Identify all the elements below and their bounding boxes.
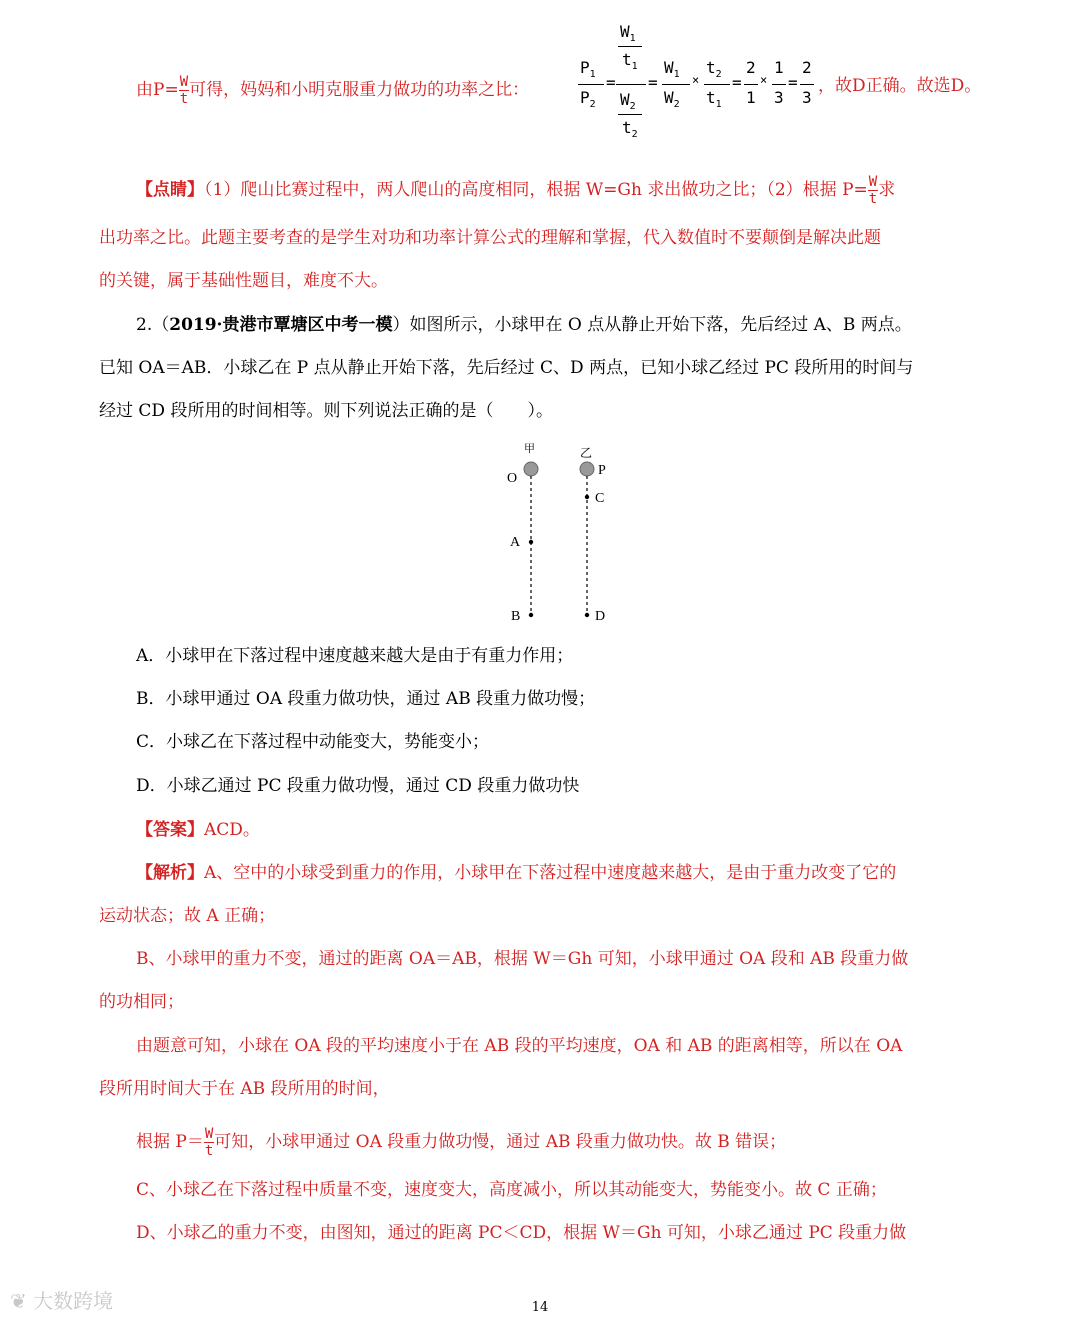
p1: $P_1$ bbox=[580, 58, 596, 81]
ball-yi-label: 乙 bbox=[580, 446, 593, 460]
fraction-bar bbox=[704, 84, 730, 85]
question-number: 2.（ bbox=[136, 315, 170, 335]
text: A、空中的小球受到重力的作用，小球甲在下落过程中速度越来越大，是由于重力改变了它的 bbox=[204, 863, 897, 883]
text: 根据 P＝ bbox=[136, 1132, 204, 1152]
option-a: A．小球甲在下落过程中速度越来越大是由于有重力作用； bbox=[136, 646, 574, 666]
point-o-label: O bbox=[507, 471, 518, 486]
comment-line-1 bbox=[136, 174, 895, 207]
fraction-w-over-t bbox=[204, 1126, 214, 1159]
option-b: B．小球甲通过 OA 段重力做功快，通过 AB 段重力做功慢； bbox=[136, 689, 596, 709]
analysis-line-8: C、小球乙在下落过程中质量不变，速度变大，高度减小，所以其动能变大，势能变小。故 C 正确； bbox=[136, 1180, 887, 1200]
answer-tag: 【答案】 bbox=[136, 820, 204, 840]
analysis-line-3: B、小球甲的重力不变，通过的距离 OA＝AB，根据 W＝Gh 可知，小球甲通过 OA 段和 AB 段重力做 bbox=[136, 949, 909, 969]
text: （1）爬山比赛过程中，两人爬山的高度相同，根据 W=Gh 求出做功之比；（2）根据 P= bbox=[204, 180, 868, 200]
analysis-line-9: D、小球乙的重力不变，由图知，通过的距离 PC＜CD，根据 W＝Gh 可知，小球乙通过 PC 段重力做 bbox=[136, 1223, 907, 1243]
analysis-line-5: 由题意可知，小球在 OA 段的平均速度小于在 AB 段的平均速度，OA 和 AB 的距离相等，所以在 OA bbox=[136, 1036, 903, 1056]
option-d: D．小球乙通过 PC 段重力做功慢，通过 CD 段重力做功快 bbox=[136, 776, 580, 796]
point-d-label: D bbox=[595, 609, 606, 624]
analysis-line-2: 运动状态；故 A 正确； bbox=[99, 906, 276, 926]
numerator: W bbox=[868, 174, 878, 190]
watermark-text: 大数跨境 bbox=[33, 1289, 114, 1313]
main-fraction-bar bbox=[616, 84, 646, 85]
text: 由P= bbox=[136, 80, 179, 100]
fraction-w-over-t bbox=[179, 74, 189, 107]
fraction-bar bbox=[744, 84, 758, 85]
times: × bbox=[760, 73, 768, 87]
fraction-bar bbox=[772, 84, 786, 85]
analysis-line-6: 段所用时间大于在 AB 段所用的时间， bbox=[99, 1079, 390, 1099]
question-line-1 bbox=[136, 313, 912, 337]
times: × bbox=[692, 73, 700, 87]
fraction-w-over-t bbox=[868, 174, 878, 207]
point-c-dot bbox=[585, 495, 589, 499]
ratio-den: 3 bbox=[802, 88, 812, 107]
equals: = bbox=[788, 73, 798, 92]
t1: $t_1$ bbox=[622, 50, 638, 73]
analysis-line-7 bbox=[136, 1126, 786, 1159]
t2: $t_2$ bbox=[706, 58, 722, 81]
t1: $t_1$ bbox=[706, 88, 722, 111]
text: 求 bbox=[878, 180, 896, 200]
analysis-line-1 bbox=[136, 861, 896, 885]
point-c-label: C bbox=[595, 491, 605, 506]
conclusion-text: ，故D正确。故选D。 bbox=[818, 76, 982, 96]
text: ）如图所示，小球甲在 O 点从静止开始下落，先后经过 A、B 两点。 bbox=[392, 315, 912, 335]
point-p-label: P bbox=[598, 463, 606, 478]
p2: $P_2$ bbox=[580, 88, 596, 111]
equals: = bbox=[606, 73, 616, 92]
ratio-den: 1 bbox=[746, 88, 756, 107]
power-ratio-formula bbox=[576, 18, 836, 154]
numerator: W bbox=[179, 74, 189, 90]
ball-jia-label: 甲 bbox=[524, 442, 535, 455]
point-b-label: B bbox=[511, 609, 521, 624]
ball-jia bbox=[524, 462, 538, 476]
ratio-num: 2 bbox=[802, 58, 812, 77]
w2: $W_2$ bbox=[620, 90, 636, 113]
equals: = bbox=[648, 73, 658, 92]
denominator: t bbox=[868, 191, 878, 207]
equals: = bbox=[732, 73, 742, 92]
point-a-dot bbox=[529, 540, 533, 544]
page-number: 14 bbox=[531, 1300, 549, 1315]
analysis-line-4: 的功相同； bbox=[99, 992, 184, 1012]
denominator: t bbox=[179, 91, 189, 107]
text: 可知，小球甲通过 OA 段重力做功慢，通过 AB 段重力做功快。故 B 错误； bbox=[214, 1132, 787, 1152]
line-power-ratio bbox=[136, 74, 529, 107]
falling-balls-figure bbox=[495, 438, 625, 628]
numerator: W bbox=[204, 1126, 214, 1142]
fraction-bar bbox=[578, 84, 604, 85]
t2: $t_2$ bbox=[622, 118, 638, 141]
fraction-bar bbox=[618, 46, 642, 47]
answer-value: ACD。 bbox=[204, 820, 260, 840]
w2: $W_2$ bbox=[664, 88, 680, 111]
question-line-3: 经过 CD 段所用的时间相等。则下列说法正确的是（ ）。 bbox=[99, 401, 553, 421]
point-b-dot bbox=[529, 613, 533, 617]
fraction-bar bbox=[618, 114, 642, 115]
analysis-tag: 【解析】 bbox=[136, 863, 204, 883]
question-line-2: 已知 OA＝AB．小球乙在 P 点从静止开始下落，先后经过 C、D 两点，已知小球乙经过 PC 段所用的时间与 bbox=[99, 358, 914, 378]
point-d-dot bbox=[585, 613, 589, 617]
ratio-num: 2 bbox=[746, 58, 756, 77]
denominator: t bbox=[204, 1143, 214, 1159]
comment-line-2: 出功率之比。此题主要考查的是学生对功和功率计算公式的理解和掌握，代入数值时不要颠倒是解决此题 bbox=[99, 228, 881, 248]
comment-line-3: 的关键，属于基础性题目，难度不大。 bbox=[99, 271, 388, 291]
question-source: 2019·贵港市覃塘区中考一模 bbox=[169, 315, 393, 335]
ball-yi bbox=[580, 462, 594, 476]
text: 可得，妈妈和小明克服重力做功的功率之比： bbox=[189, 80, 530, 100]
w1: $W_1$ bbox=[664, 58, 680, 81]
option-c: C．小球乙在下落过程中动能变大，势能变小； bbox=[136, 732, 490, 752]
watermark-logo-icon: ❦ bbox=[10, 1289, 34, 1313]
answer-line bbox=[136, 818, 260, 842]
ratio-den: 3 bbox=[774, 88, 784, 107]
fraction-bar bbox=[800, 84, 814, 85]
fraction-bar bbox=[662, 84, 690, 85]
w1: $W_1$ bbox=[620, 22, 636, 45]
ratio-num: 1 bbox=[774, 58, 784, 77]
comment-tag: 【点睛】 bbox=[136, 180, 204, 200]
point-a-label: A bbox=[510, 535, 521, 550]
